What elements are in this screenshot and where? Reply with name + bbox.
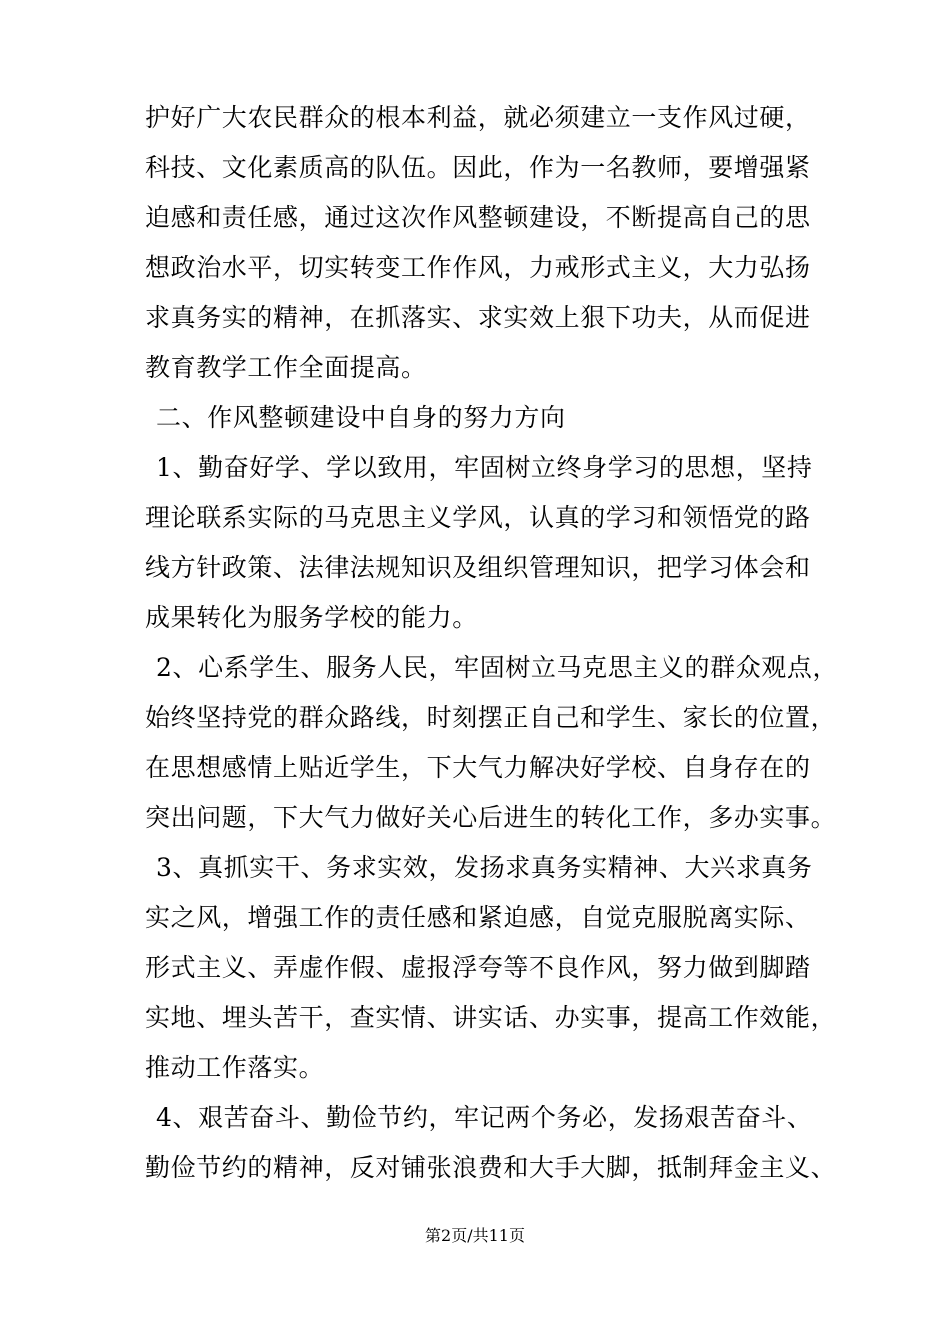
body-text-line: 突出问题，下大气力做好关心后进生的转化工作，多办实事。 xyxy=(145,803,837,832)
body-text-line: 实地、埋头苦干，查实情、讲实话、办实事，提高工作效能， xyxy=(145,1003,837,1032)
body-text-line: 想政治水平，切实转变工作作风，力戒形式主义，大力弘扬 xyxy=(145,253,811,282)
list-item-line: 4、艰苦奋斗、勤俭节约，牢记两个务必，发扬艰苦奋斗、 xyxy=(156,1103,813,1132)
list-item-line: 3、真抓实干、务求实效，发扬求真务实精神、大兴求真务 xyxy=(156,853,813,882)
body-text-line: 迫感和责任感，通过这次作风整顿建设，不断提高自己的思 xyxy=(145,203,811,232)
section-heading: 二、作风整顿建设中自身的努力方向 xyxy=(156,403,566,432)
list-item-line: 2、心系学生、服务人民，牢固树立马克思主义的群众观点， xyxy=(156,653,839,682)
page-number: 第2页/共11页 xyxy=(425,1226,525,1245)
body-text-line: 实之风，增强工作的责任感和紧迫感，自觉克服脱离实际、 xyxy=(145,903,811,932)
body-text-line: 始终坚持党的群众路线，时刻摆正自己和学生、家长的位置， xyxy=(145,703,837,732)
body-text-line: 形式主义、弄虚作假、虚报浮夸等不良作风，努力做到脚踏 xyxy=(145,953,811,982)
body-text-line: 求真务实的精神，在抓落实、求实效上狠下功夫，从而促进 xyxy=(145,303,811,332)
body-text-line: 理论联系实际的马克思主义学风，认真的学习和领悟党的路 xyxy=(145,503,811,532)
body-text-line: 成果转化为服务学校的能力。 xyxy=(145,603,478,632)
body-text-line: 推动工作落实。 xyxy=(145,1053,325,1082)
body-text-line: 线方针政策、法律法规知识及组织管理知识，把学习体会和 xyxy=(145,553,811,582)
body-text-line: 护好广大农民群众的根本利益，就必须建立一支作风过硬， xyxy=(145,103,811,132)
body-text-line: 在思想感情上贴近学生，下大气力解决好学校、自身存在的 xyxy=(145,753,811,782)
body-text-line: 教育教学工作全面提高。 xyxy=(145,353,427,382)
body-text-line: 科技、文化素质高的队伍。因此，作为一名教师，要增强紧 xyxy=(145,153,811,182)
list-item-line: 1、勤奋好学、学以致用，牢固树立终身学习的思想，坚持 xyxy=(156,453,813,482)
body-text-line: 勤俭节约的精神，反对铺张浪费和大手大脚，抵制拜金主义、 xyxy=(145,1153,837,1182)
